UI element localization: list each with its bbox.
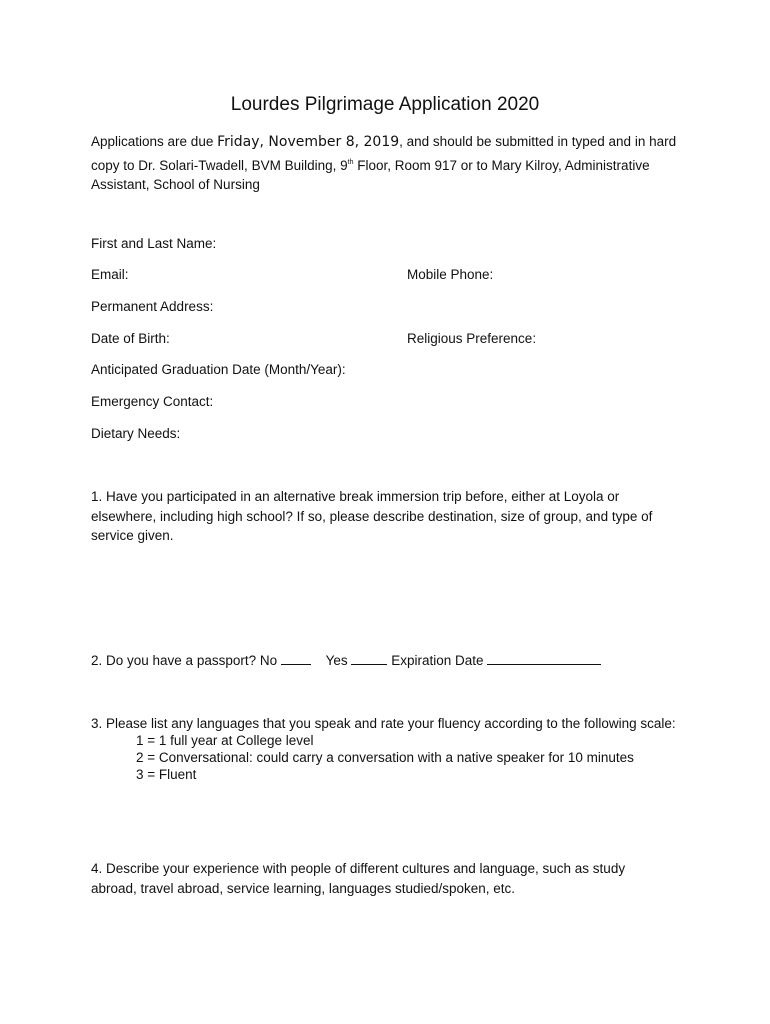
question-2-text: 2. Do you have a passport? No [91,653,278,668]
field-email-label: Email: [91,267,129,282]
field-name-label: First and Last Name: [91,236,217,251]
question-2 [91,651,601,670]
expiration-label: Expiration Date [391,653,484,668]
question-1: 1. Have you participated in an alternative break immersion trip before, either at Loyola or elsewhere, including high school? If so, please describe destination, size of group, and type of service given. [91,489,653,543]
scale-item-1: 1 = 1 full year at College level [136,733,314,748]
passport-no-blank[interactable] [281,652,311,665]
field-address-label: Permanent Address: [91,299,214,314]
field-mobile-label: Mobile Phone: [407,267,494,282]
scale-item-2: 2 = Conversational: could carry a conversation with a native speaker for 10 minutes [136,750,634,765]
field-dob-label: Date of Birth: [91,331,170,346]
field-graduation-label: Anticipated Graduation Date (Month/Year): [91,362,346,377]
passport-yes-label: Yes [325,653,348,668]
intro-text-3: Floor, Room 917 or to Mary Kilroy, Administrative Assistant, School of Nursing [91,157,650,192]
question-3-text: 3. Please list any languages that you speak and rate your fluency according to the following scale: [91,716,676,731]
expiration-blank[interactable] [487,652,601,665]
passport-yes-blank[interactable] [351,652,387,665]
question-3 [91,715,691,783]
intro-paragraph [91,132,691,195]
intro-text-1: Applications are due [91,134,218,149]
intro-superscript: th [347,158,354,166]
question-4: 4. Describe your experience with people of different cultures and language, such as study abroad, travel abroad, service learning, languages studied/spoken, etc. [91,861,626,896]
due-date: Friday, November 8, 2019 [217,134,400,150]
field-dietary-label: Dietary Needs: [91,426,181,441]
page-title: Lourdes Pilgrimage Application 2020 [230,94,540,115]
scale-item-3: 3 = Fluent [136,767,197,782]
intro-text-2: , and should be submitted in typed and in hard copy to Dr. Solari-Twadell, BVM Building, 9 [91,134,677,173]
field-emergency-label: Emergency Contact: [91,394,214,409]
field-religion-label: Religious Preference: [407,331,537,346]
